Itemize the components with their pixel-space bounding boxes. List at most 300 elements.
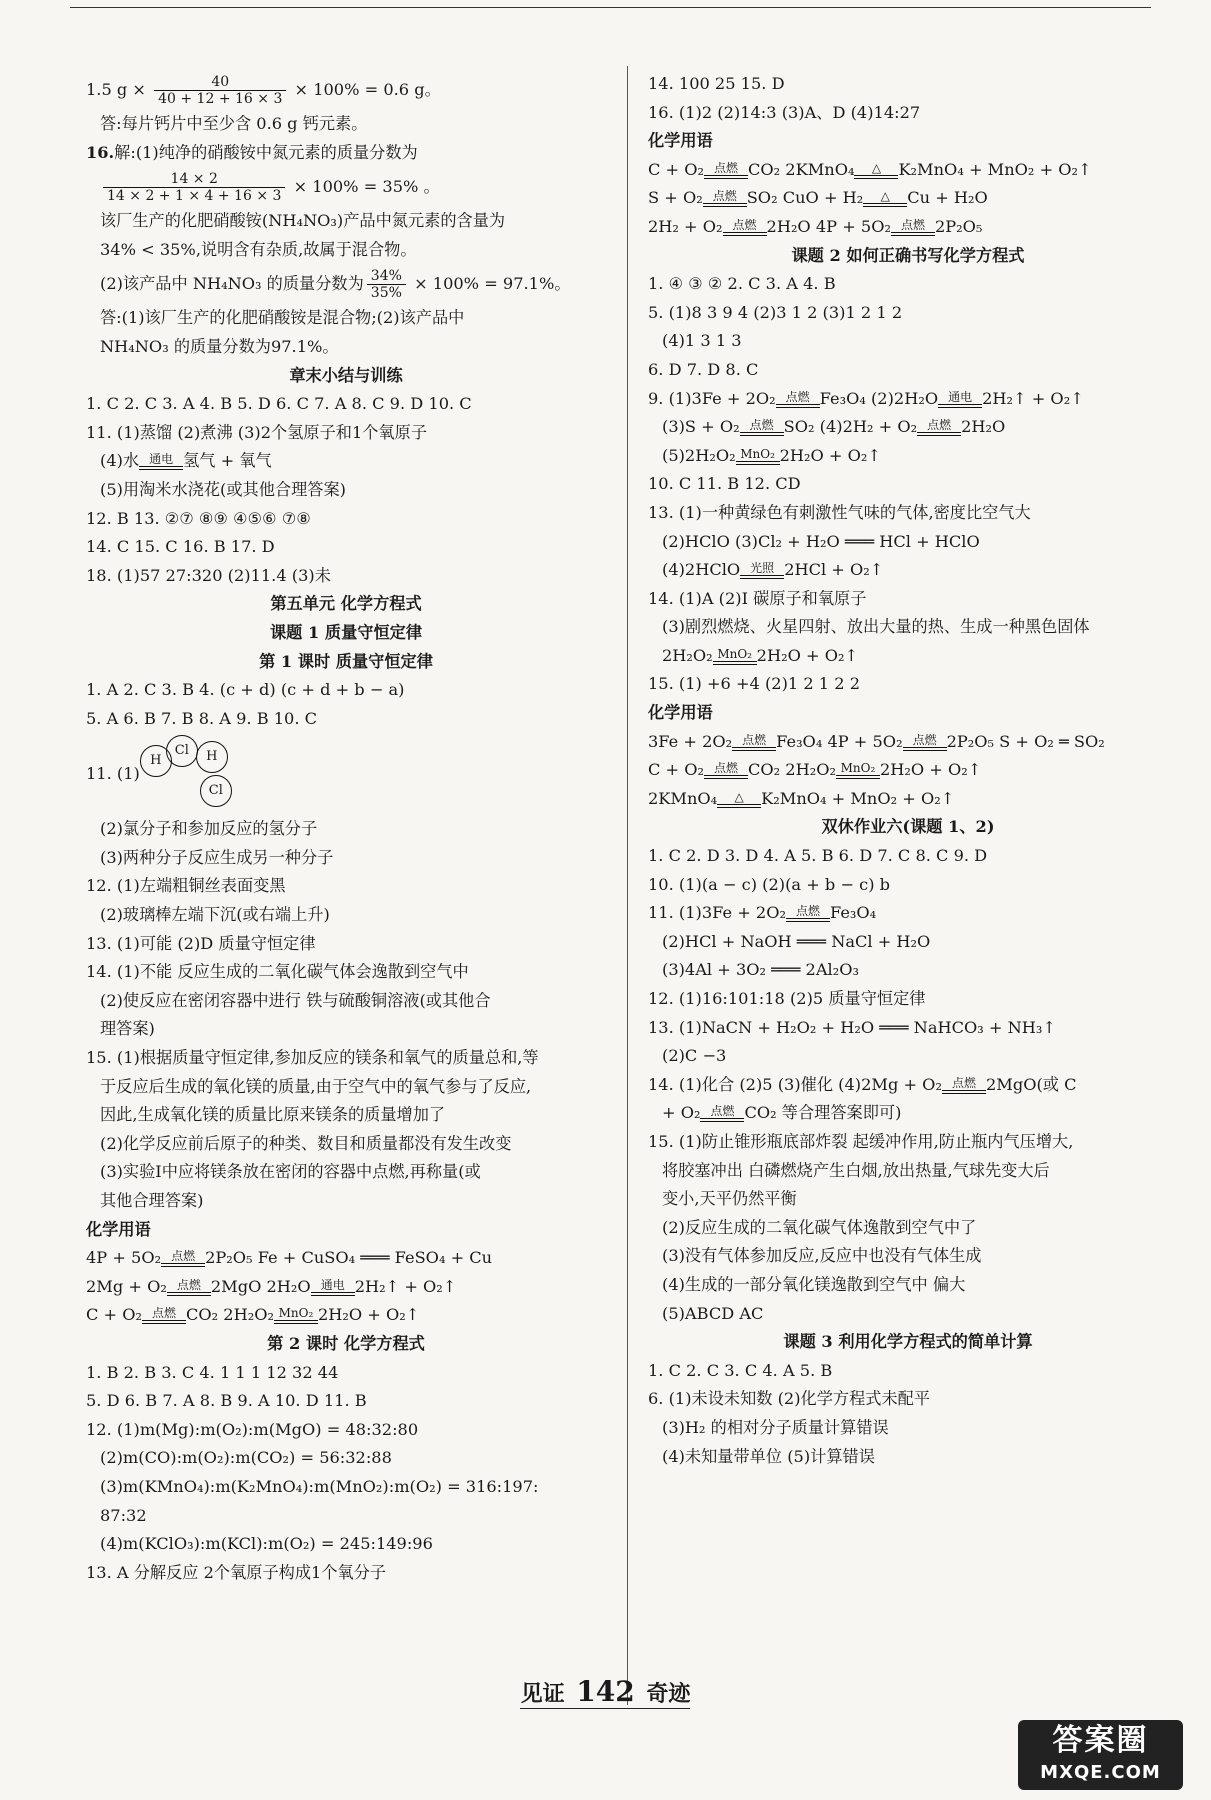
answer-text: (4)1 3 1 3: [662, 331, 742, 351]
answer-text: 14. (1)A (2)Ⅰ 碳原子和氧原子: [648, 588, 867, 608]
equation-line: [648, 184, 1168, 213]
equals-sign: [311, 1292, 355, 1296]
equation-right: Fe₃O₄ 4P + 5O₂: [776, 731, 903, 751]
answer-text: (2)C −3: [662, 1046, 727, 1066]
answer-text: (2)氯分子和参加反应的氢分子: [100, 819, 318, 839]
equals-sign: [704, 175, 748, 179]
condition-label: 点燃: [927, 418, 952, 433]
equals-sign: [942, 1090, 986, 1094]
answer-text: 5. (1)8 3 9 4 (2)3 1 2 (3)1 2 1 2: [648, 302, 903, 322]
reaction-condition: [776, 391, 820, 408]
answer-text: 因此,生成氧化镁的质量比原来镁条的质量增加了: [100, 1105, 446, 1125]
answer-line: [648, 1128, 1168, 1157]
answer-text: 87:32: [100, 1505, 147, 1525]
reaction-condition: [274, 1307, 318, 1324]
equals-sign: [700, 1118, 744, 1122]
answer-line: [648, 499, 1168, 528]
equation-line: [86, 447, 606, 476]
answer-text: 解:(1)纯净的硝酸铵中氮元素的质量分数为: [114, 142, 418, 162]
section-heading: 第 1 课时 质量守恒定律: [259, 651, 433, 671]
answer-text: 34% < 35%,说明含有杂质,故属于混合物。: [100, 239, 417, 259]
answer-text: 1. A 2. C 3. B 4. (c + d) (c + d + b − a): [86, 680, 405, 700]
reaction-condition: [942, 1077, 986, 1094]
answer-line: [86, 872, 606, 901]
condition-label: △: [880, 189, 890, 204]
equation-left: C + O₂: [648, 760, 705, 780]
equation-line: [648, 1099, 1168, 1128]
equation-right: 2P₂O₅: [934, 216, 983, 236]
watermark-title: 答案圈: [1052, 1723, 1149, 1758]
equation-left: 9. (1)3Fe + 2O₂: [648, 388, 776, 408]
answer-text: 14. (1)不能 反应生成的二氧化碳气体会逸散到空气中: [86, 962, 469, 982]
equation-right: 2H₂O + O₂↑: [879, 760, 982, 780]
answer-line: [648, 356, 1168, 385]
answer-line: [648, 470, 1168, 499]
answer-line: [648, 956, 1168, 985]
answer-line: [86, 1416, 606, 1445]
equation-left: 4P + 5O₂: [86, 1248, 162, 1268]
equation-right: Cu + H₂O: [907, 188, 988, 208]
numerator: 34%: [367, 268, 406, 285]
answer-line: [648, 1214, 1168, 1243]
answer-line: [86, 333, 606, 362]
equation-right: 2P₂O₅ S + O₂ ═ SO₂: [946, 731, 1105, 751]
page-number: 142: [576, 1675, 635, 1708]
answer-line: [86, 1015, 606, 1044]
answer-line: [648, 1014, 1168, 1043]
equation-left: + O₂: [662, 1103, 701, 1123]
atom-circle: Cl: [166, 735, 198, 767]
answer-line: [86, 1101, 606, 1130]
equation-line: [86, 1301, 606, 1330]
answer-line: [648, 985, 1168, 1014]
reaction-condition: [736, 448, 780, 465]
reaction-condition: [732, 734, 776, 751]
equation-line: [648, 213, 1168, 242]
equals-sign: [854, 175, 898, 179]
condition-label: 点燃: [714, 160, 739, 175]
condition-label: 点燃: [900, 217, 925, 232]
reaction-condition: [903, 734, 947, 751]
reaction-condition: [891, 219, 935, 236]
answer-text: 答:每片钙片中至少含 0.6 g 钙元素。: [100, 114, 368, 133]
answer-text: (3)实验Ⅰ中应将镁条放在密闭的容器中点燃,再称量(或: [100, 1162, 481, 1182]
answer-line: [86, 676, 606, 705]
fraction: [367, 268, 406, 301]
answer-text: 12. (1)16:101:18 (2)5 质量守恒定律: [648, 989, 926, 1008]
condition-label: △: [871, 160, 882, 175]
answer-text: 14. 100 25 15. D: [648, 74, 785, 93]
equation-left: (3)S + O₂: [662, 417, 740, 437]
answer-line: [648, 585, 1168, 614]
footer-right-text: 奇迹: [646, 1681, 691, 1707]
equation-left: 14. (1)化合 (2)5 (3)催化 (4)2Mg + O₂: [648, 1074, 942, 1094]
equals-sign: [891, 232, 935, 236]
right-column: [648, 70, 1168, 1705]
condition-label: MnO₂: [717, 646, 752, 661]
equation-right: K₂MnO₄ + MnO₂ + O₂↑: [898, 159, 1092, 179]
answer-text: 13. (1)NaCN + H₂O₂ + H₂O ═══ NaHCO₃ + NH₃↑: [648, 1017, 1056, 1037]
fraction: [154, 74, 286, 107]
reaction-condition: [836, 762, 880, 779]
equation-line: [648, 556, 1168, 585]
answer-text: × 100% = 35% 。: [288, 177, 440, 197]
equation-right: Fe₃O₄ (2)2H₂O: [819, 388, 939, 408]
answer-text: 10. C 11. B 12. CD: [648, 474, 801, 494]
equation-left: (5)2H₂O₂: [662, 445, 736, 465]
equation-right: Fe₃O₄: [829, 903, 877, 923]
answer-line: [648, 1157, 1168, 1186]
equation-line: [648, 1071, 1168, 1100]
footer-underline: [520, 1708, 690, 1709]
answer-line: [86, 1130, 606, 1159]
equation-right: 2H₂O + O₂↑: [756, 645, 859, 665]
equation-right: 2P₂O₅ Fe + CuSO₄ ═══ FeSO₄ + Cu: [205, 1248, 493, 1268]
answer-text: (3)两种分子反应生成另一种分子: [100, 847, 334, 867]
answer-text: 5. A 6. B 7. B 8. A 9. B 10. C: [86, 708, 318, 728]
answer-text: × 100% = 0.6 g。: [289, 80, 441, 99]
equals-sign: [786, 918, 830, 922]
equation-left: C + O₂: [648, 159, 705, 179]
answer-text: (4)生成的一部分氧化镁逸散到空气中 偏大: [662, 1274, 966, 1294]
equals-sign: [142, 1320, 186, 1324]
equals-sign: [161, 1263, 205, 1267]
fraction: [103, 171, 285, 204]
answer-text: 1. B 2. B 3. C 4. 1 1 1 12 32 44: [86, 1362, 339, 1382]
equals-sign: [917, 432, 961, 436]
section-heading: 章末小结与训练: [289, 365, 403, 385]
atom-circle: Cl: [200, 775, 232, 807]
equals-sign: [704, 775, 748, 779]
atom-circle: H: [196, 741, 228, 773]
reaction-condition: [311, 1279, 355, 1296]
condition-label: 通电: [149, 452, 174, 467]
answer-text: 11. (1)蒸馏 (2)煮沸 (3)2个氢原子和1个氧原子: [86, 422, 428, 442]
reaction-condition: [139, 453, 183, 470]
condition-label: 点燃: [710, 1104, 735, 1119]
answer-line: [86, 815, 606, 844]
equals-sign: [713, 661, 757, 665]
answer-line: [86, 304, 606, 333]
equals-sign: [863, 203, 907, 207]
answer-text: 1. C 2. C 3. C 4. A 5. B: [648, 1360, 833, 1380]
equation-right: CO₂ 2H₂O₂: [748, 760, 836, 780]
equation-right: 2H₂O + O₂↑: [779, 445, 881, 465]
reaction-condition: [917, 419, 961, 436]
answer-text: 答:(1)该厂生产的化肥硝酸铵是混合物;(2)该产品中: [100, 308, 465, 328]
answer-text: (3)4Al + 3O₂ ═══ 2Al₂O₃: [662, 960, 859, 980]
answer-text: (3)H₂ 的相对分子质量计算错误: [662, 1417, 889, 1437]
condition-label: 点燃: [712, 189, 737, 204]
equation-line: [648, 756, 1168, 785]
answer-line: [648, 270, 1168, 299]
answer-line: [86, 930, 606, 959]
answer-text: 变小,天平仍然平衡: [662, 1189, 797, 1209]
section-heading: 课题 3 利用化学方程式的简单计算: [783, 1332, 1033, 1352]
answer-line: [86, 207, 606, 236]
condition-label: MnO₂: [740, 446, 775, 461]
equals-sign: [938, 404, 982, 408]
answer-line: [86, 1559, 606, 1588]
equals-sign: [836, 775, 880, 779]
equation-line: [648, 728, 1168, 757]
equation-right: CO₂ 等合理答案即可): [744, 1103, 902, 1123]
answer-line: [86, 1444, 606, 1473]
question-number: 16.: [86, 142, 115, 162]
answer-line: [86, 110, 606, 139]
answer-line: [648, 70, 1168, 99]
answer-text: 6. D 7. D 8. C: [648, 359, 759, 379]
answer-text: (5)用淘米水浇花(或其他合理答案): [100, 479, 346, 499]
answer-line: [86, 1158, 606, 1187]
reaction-condition: [703, 190, 747, 207]
atom-circle: H: [140, 745, 172, 777]
answer-line: [648, 1414, 1168, 1443]
answer-text: 12. (1)左端粗铜丝表面变黑: [86, 876, 286, 896]
condition-label: 点燃: [951, 1075, 976, 1090]
denominator: 35%: [370, 285, 402, 302]
answer-line: [648, 1300, 1168, 1329]
numerator: 40: [154, 74, 286, 91]
answer-text: 6. (1)未设未知数 (2)化学方程式未配平: [648, 1389, 931, 1409]
answer-line: [86, 236, 606, 265]
equals-sign: [776, 404, 820, 408]
answer-line: [86, 1073, 606, 1102]
answer-text: (3)没有气体参加反应,反应中也没有气体生成: [662, 1246, 982, 1266]
condition-label: 点燃: [176, 1277, 201, 1292]
equation-left: (4)2HClO: [662, 560, 741, 580]
answer-text: 12. B 13. ②⑦ ⑧⑨ ④⑤⑥ ⑦⑧: [86, 508, 311, 528]
equation-line: [648, 642, 1168, 671]
equals-sign: [736, 461, 780, 465]
answer-line: [86, 167, 606, 207]
answer-line: [648, 99, 1168, 128]
condition-label: △: [734, 789, 744, 804]
condition-label: 通电: [320, 1277, 345, 1292]
answer-text: (5)ABCD AC: [662, 1303, 764, 1323]
equation-left: 3Fe + 2O₂: [648, 731, 733, 751]
reaction-condition: [161, 1250, 205, 1267]
section-heading: 第 2 课时 化学方程式: [267, 1333, 425, 1353]
condition-label: 点燃: [795, 904, 820, 919]
subsection-heading: 化学用语: [648, 131, 713, 151]
answer-line: [86, 1473, 606, 1502]
section-heading: 课题 1 质量守恒定律: [269, 622, 423, 642]
equals-sign: [740, 575, 784, 579]
answer-line: [648, 842, 1168, 871]
equation-line: [86, 1244, 606, 1273]
reaction-condition: [786, 905, 830, 922]
answer-line: [648, 299, 1168, 328]
answer-text: (2)HClO (3)Cl₂ + H₂O ═══ HCl + HClO: [662, 531, 980, 551]
molecule-diagram: [140, 735, 240, 815]
watermark-logo: [1018, 1720, 1183, 1790]
equation-left: 2KMnO₄: [648, 788, 718, 808]
answer-text: 15. (1)防止锥形瓶底部炸裂 起缓冲作用,防止瓶内气压增大,: [648, 1131, 1074, 1151]
answer-line: [86, 562, 606, 591]
equation-line: [648, 413, 1168, 442]
answer-line: [86, 505, 606, 534]
equation-right: 2H₂O 4P + 5O₂: [766, 216, 891, 236]
reaction-condition: [713, 648, 757, 665]
answer-text: 其他合理答案): [100, 1191, 204, 1210]
answer-text: 1. ④ ③ ② 2. C 3. A 4. B: [648, 274, 836, 294]
equation-line: [648, 385, 1168, 414]
equation-left: 2Mg + O₂: [86, 1276, 167, 1296]
condition-label: 点燃: [912, 732, 937, 747]
answer-text: 13. A 分解反应 2个氧原子构成1个氧分子: [86, 1562, 387, 1582]
equals-sign: [723, 232, 767, 236]
answer-text: 13. (1)一种黄绿色有刺激性气味的气体,密度比空气大: [648, 502, 1031, 522]
answer-text: 15. (1) +6 +4 (2)1 2 1 2 2: [648, 674, 860, 694]
equation-left: 2H₂O₂: [662, 645, 713, 665]
reaction-condition: [142, 1307, 186, 1324]
answer-line: [648, 1271, 1168, 1300]
answer-line: [648, 1242, 1168, 1271]
equation-line: [648, 156, 1168, 185]
equation-right: SO₂ (4)2H₂ + O₂: [783, 417, 918, 437]
section-heading: 双休作业六(课题 1、2): [821, 817, 995, 837]
answer-text: 1. C 2. D 3. D 4. A 5. B 6. D 7. C 8. C 9. D: [648, 846, 988, 866]
answer-text: 1. C 2. C 3. A 4. B 5. D 6. C 7. A 8. C 9. D 10. C: [86, 394, 472, 414]
answer-line: [648, 1185, 1168, 1214]
equation-left: C + O₂: [86, 1305, 143, 1325]
answer-text: NH₄NO₃ 的质量分数为97.1%。: [100, 336, 339, 356]
answer-text: 14. C 15. C 16. B 17. D: [86, 537, 275, 557]
reaction-condition: [723, 219, 767, 236]
answer-line: [648, 928, 1168, 957]
answer-line: [648, 528, 1168, 557]
answer-line: [86, 533, 606, 562]
reaction-condition: [704, 162, 748, 179]
atom-model-line: [86, 733, 606, 815]
answer-line: [86, 419, 606, 448]
answer-text: (3)m(KMnO₄):m(K₂MnO₄):m(MnO₂):m(O₂) = 316:197:: [100, 1476, 539, 1496]
answer-text: (2)该产品中 NH₄NO₃ 的质量分数为: [100, 274, 364, 294]
condition-label: MnO₂: [840, 761, 876, 776]
answer-line: [86, 70, 606, 110]
answer-line: [648, 613, 1168, 642]
subsection-heading: 化学用语: [86, 1219, 151, 1239]
subsection-heading: 化学用语: [648, 703, 713, 723]
equals-sign: [732, 747, 776, 751]
answer-text: 将胶塞冲出 白磷燃烧产生白烟,放出热量,气球先变大后: [662, 1160, 1050, 1180]
equation-left: (4)水: [100, 451, 140, 471]
answer-text: 11. (1): [86, 764, 140, 784]
equation-right: 2H₂O + O₂↑: [317, 1305, 420, 1325]
answer-line: [86, 987, 606, 1016]
answer-line: [648, 1042, 1168, 1071]
left-column: [86, 70, 606, 1705]
answer-line: [86, 139, 606, 168]
equation-left: S + O₂: [648, 188, 703, 208]
answer-text: (2)反应生成的二氧化碳气体逸散到空气中了: [662, 1217, 977, 1237]
answer-line: [648, 871, 1168, 900]
answer-text: 12. (1)m(Mg):m(O₂):m(MgO) = 48:32:80: [86, 1419, 419, 1439]
condition-label: 通电: [948, 389, 973, 404]
reaction-condition: [863, 190, 907, 207]
equation-right: 2H₂↑ + O₂↑: [982, 388, 1084, 408]
answer-text: (2)化学反应前后原子的种类、数目和质量都没有发生改变: [100, 1133, 512, 1153]
condition-label: 点燃: [742, 732, 767, 747]
answer-text: 18. (1)57 27:320 (2)11.4 (3)未: [86, 565, 331, 585]
answer-line: [86, 390, 606, 419]
equation-right: 2MgO(或 C: [985, 1074, 1077, 1094]
answer-line: [86, 1359, 606, 1388]
denominator: 40 + 12 + 16 × 3: [158, 91, 283, 107]
answer-line: [86, 958, 606, 987]
answer-text: 13. (1)可能 (2)D 质量守恒定律: [86, 933, 316, 953]
answer-line: [86, 705, 606, 734]
reaction-condition: [854, 162, 898, 179]
equation-right: SO₂ CuO + H₂: [746, 188, 864, 208]
answer-text: 于反应后生成的氧化镁的质量,由于空气中的氧气参与了反应,: [100, 1076, 532, 1096]
answer-line: [86, 1187, 606, 1216]
answer-line: [648, 670, 1168, 699]
section-heading: 第五单元 化学方程式: [270, 594, 422, 614]
answer-line: [86, 1530, 606, 1559]
equals-sign: [703, 203, 747, 207]
answer-text: 10. (1)(a − c) (2)(a + b − c) b: [648, 874, 891, 894]
column-divider: [627, 66, 628, 1705]
condition-label: 点燃: [785, 389, 810, 404]
watermark-url: MXQE.COM: [1040, 1762, 1161, 1783]
answer-line: [86, 1387, 606, 1416]
equation-line: [648, 785, 1168, 814]
answer-text: (2)HCl + NaOH ═══ NaCl + H₂O: [662, 931, 931, 951]
reaction-condition: [717, 791, 761, 808]
equals-sign: [740, 432, 784, 436]
answer-text: (2)使反应在密闭容器中进行 铁与硫酸铜溶液(或其他合: [100, 990, 491, 1010]
reaction-condition: [740, 419, 784, 436]
reaction-condition: [740, 562, 784, 579]
page-footer: [0, 1675, 1211, 1708]
numerator: 14 × 2: [103, 171, 285, 188]
equation-line: [648, 899, 1168, 928]
answer-text: 16. (1)2 (2)14:3 (3)A、D (4)14:27: [648, 102, 921, 122]
answer-line: [86, 264, 606, 304]
equals-sign: [167, 1292, 211, 1296]
equation-right: 2H₂↑ + O₂↑: [354, 1276, 457, 1296]
answer-text: (2)玻璃棒左端下沉(或右端上升): [100, 905, 330, 925]
answer-text: 1.5 g ×: [86, 80, 152, 99]
answer-text: (4)未知量带单位 (5)计算错误: [662, 1446, 875, 1466]
condition-label: 光照: [750, 561, 775, 576]
equals-sign: [903, 747, 947, 751]
section-heading: 课题 2 如何正确书写化学方程式: [791, 245, 1025, 265]
answer-line: [86, 844, 606, 873]
answer-line: [648, 327, 1168, 356]
condition-label: 点燃: [714, 761, 739, 776]
condition-label: 点燃: [732, 217, 757, 232]
answer-text: 该厂生产的化肥硝酸铵(NH₄NO₃)产品中氮元素的含量为: [100, 211, 506, 231]
answer-text: (4)m(KClO₃):m(KCl):m(O₂) = 245:149:96: [100, 1534, 433, 1554]
equation-line: [648, 442, 1168, 471]
equals-sign: [717, 804, 761, 808]
answer-line: [86, 1502, 606, 1531]
answer-line: [648, 1357, 1168, 1386]
equals-sign: [139, 466, 183, 470]
answer-text: (3)剧烈燃烧、火星四射、放出大量的热、生成一种黑色固体: [662, 617, 1090, 637]
answer-line: [86, 1044, 606, 1073]
answer-line: [86, 901, 606, 930]
answer-text: × 100% = 97.1%。: [408, 274, 571, 294]
answer-text: (2)m(CO):m(O₂):m(CO₂) = 56:32:88: [100, 1448, 392, 1468]
answer-text: 5. D 6. B 7. A 8. B 9. A 10. D 11. B: [86, 1391, 367, 1411]
equation-right: 2H₂O: [961, 417, 1006, 437]
equation-right: CO₂ 2H₂O₂: [186, 1305, 274, 1325]
equation-right: 2HCl + O₂↑: [784, 560, 884, 580]
